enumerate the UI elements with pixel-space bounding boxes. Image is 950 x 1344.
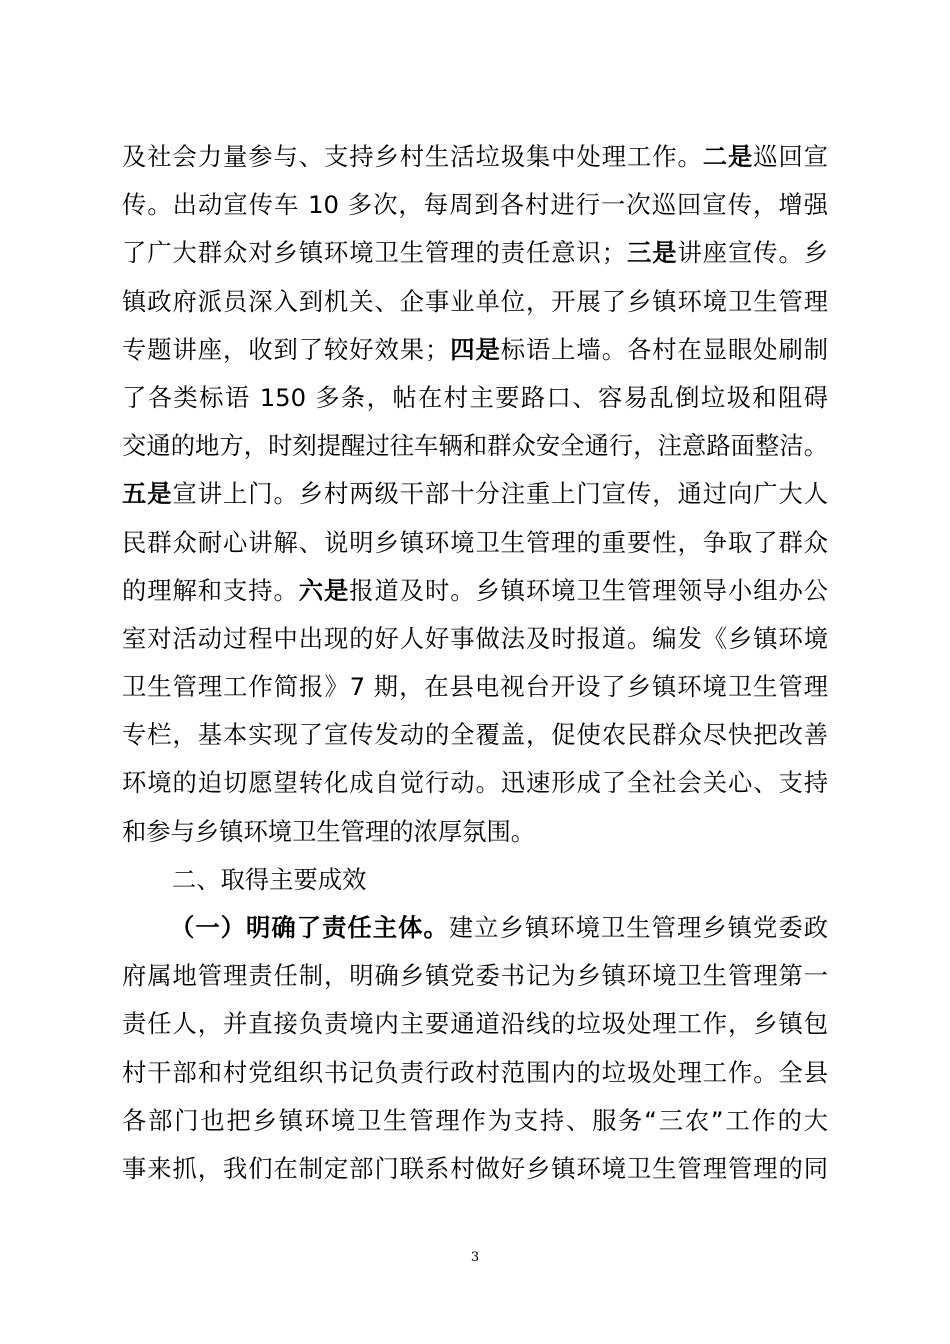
text-line: 民群众耐心讲解、说明乡镇环境卫生管理的重要性，争取了群众 bbox=[122, 527, 828, 557]
text-line: 及社会力量参与、支持乡村生活垃圾集中处理工作。二是巡回宣 bbox=[122, 142, 829, 171]
section-heading: 二、取得主要成效 bbox=[172, 864, 367, 894]
text-line: 卫生管理工作简报》7 期，在县电视台开设了乡镇环境卫生管理 bbox=[122, 672, 828, 702]
text-line: 专栏，基本实现了宣传发动的全覆盖，促使农民群众尽快把改善 bbox=[122, 720, 828, 750]
text-line: 和参与乡镇环境卫生管理的浓厚氛围。 bbox=[122, 816, 536, 846]
text-line: 了广大群众对乡镇环境卫生管理的责任意识；三是讲座宣传。乡 bbox=[122, 238, 829, 268]
text-line: 责任人，并直接负责境内主要通道沿线的垃圾处理工作，乡镇包 bbox=[122, 1009, 828, 1039]
text-line: 室对活动过程中出现的好人好事做法及时报道。编发《乡镇环境 bbox=[122, 623, 828, 653]
bold-phrase: 五是 bbox=[122, 479, 173, 509]
bold-phrase: 三是 bbox=[626, 238, 678, 268]
bold-phrase: 二是 bbox=[702, 142, 754, 171]
text-line: 各部门也把乡镇环境卫生管理作为支持、服务“三农”工作的大 bbox=[122, 1105, 828, 1135]
text-line: 专题讲座，收到了较好效果；四是标语上墙。各村在显眼处刷制 bbox=[122, 334, 829, 364]
text-line: 镇政府派员深入到机关、企事业单位，开展了乡镇环境卫生管理 bbox=[122, 286, 828, 316]
page-number: 3 bbox=[470, 1250, 480, 1265]
text-line: 环境的迫切愿望转化成自觉行动。迅速形成了全社会关心、支持 bbox=[122, 768, 828, 798]
bold-phrase: 六是 bbox=[298, 575, 350, 605]
subsection-line: （一）明确了责任主体。建立乡镇环境卫生管理乡镇党委政 bbox=[170, 913, 828, 942]
text-line: 五是宣讲上门。乡村两级干部十分注重上门宣传，通过向广大人 bbox=[122, 479, 829, 509]
subsection-title: （一）明确了责任主体。 bbox=[170, 913, 449, 942]
text-line: 事来抓，我们在制定部门联系村做好乡镇环境卫生管理管理的同 bbox=[122, 1153, 828, 1183]
text-line: 村干部和村党组织书记负责行政村范围内的垃圾处理工作。全县 bbox=[122, 1057, 828, 1087]
body-text bbox=[122, 133, 828, 1193]
bold-phrase: 四是 bbox=[449, 334, 501, 364]
text-line: 了各类标语 150 多条，帖在村主要路口、容易乱倒垃圾和阻碍 bbox=[122, 382, 828, 412]
text-line: 传。出动宣传车 10 多次，每周到各村进行一次巡回宣传，增强 bbox=[122, 190, 828, 220]
text-line: 交通的地方，时刻提醒过往车辆和群众安全通行，注意路面整洁。 bbox=[122, 431, 828, 461]
text-line: 府属地管理责任制，明确乡镇党委书记为乡镇环境卫生管理第一 bbox=[122, 961, 828, 991]
text-line: 的理解和支持。六是报道及时。乡镇环境卫生管理领导小组办公 bbox=[122, 575, 829, 605]
